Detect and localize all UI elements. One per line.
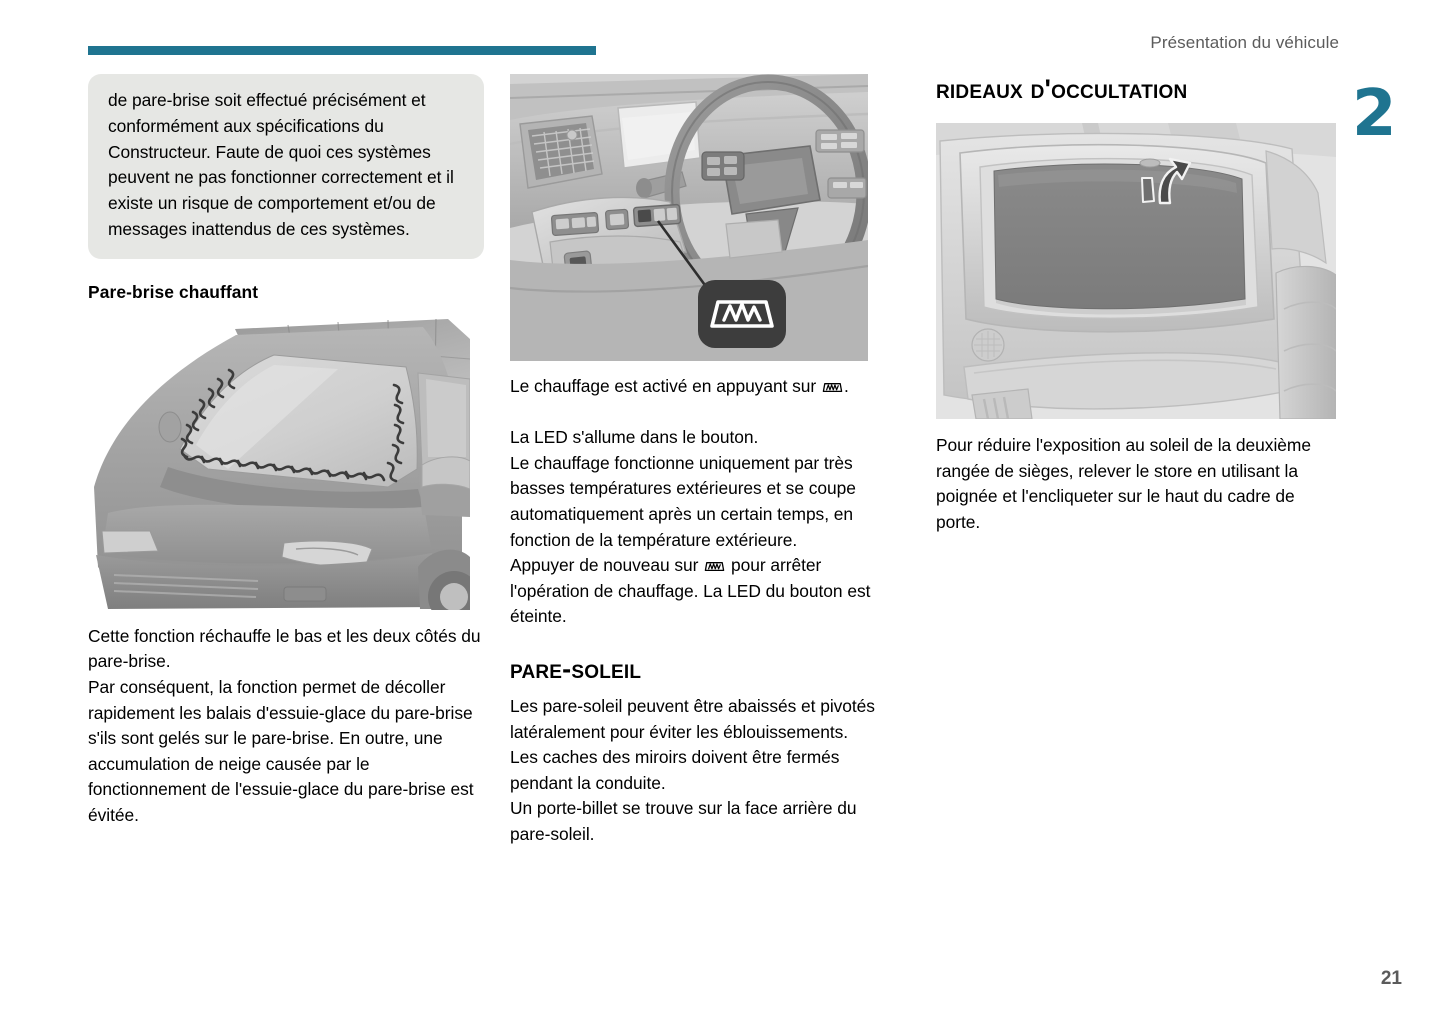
paragraph-sun-visors-3: Un porte-billet se trouve sur la face arrière du pare-soleil. (510, 798, 857, 844)
column-middle (510, 74, 900, 848)
paragraph-activate-heating (510, 374, 900, 400)
stop-heating-text-before: Appuyer de nouveau sur (510, 555, 704, 576)
paragraph-sun-visors-2: Les caches des miroirs doivent être fermés pendant la conduite. (510, 747, 840, 793)
figure-door-blind (936, 123, 1336, 419)
stop-heating-text-after: pour arrêter l'opération de chauffage. La LED du bouton est éteinte. (510, 555, 871, 627)
paragraph-heated-windscreen-2: Par conséquent, la fonction permet de décoller rapidement les balais d'essuie-glace du pare-brise s'ils sont gelés sur le pare-brise. En outre, une accumulation de neige causée par le fonctionnement de l'essuie-glace du pare-brise est évitée. (88, 676, 474, 825)
windscreen-defrost-icon (704, 559, 725, 573)
activate-heating-text-before: Le chauffage est activé en appuyant sur (510, 376, 821, 396)
windscreen-defrost-icon (822, 380, 843, 394)
warning-callout-box (88, 74, 484, 259)
chapter-number: 2 (1352, 77, 1397, 151)
paragraph-blinds: Pour réduire l'exposition au soleil de la deuxième rangée de sièges, relever le store en utilisant la poignée et l'encliqueter sur le haut du cadre de porte. (936, 435, 1311, 532)
section-title-blinds: rideaux d'occultation (936, 74, 1188, 104)
activate-heating-text-after: . (843, 376, 849, 396)
figure-heated-windscreen (88, 317, 470, 610)
paragraph-heating-conditions: Le chauffage fonctionne uniquement par très basses températures extérieures et se coupe automatiquement après un certain temps, en fonction de la température extérieure. (510, 452, 856, 550)
paragraph-sun-visors-1: Les pare-soleil peuvent être abaissés et pivotés latéralement pour éviter les éblouissements. (510, 695, 875, 742)
warning-callout-text: de pare-brise soit effectué précisément et conformément aux spécifications du Constructeur. Faute de quoi ces systèmes peuvent ne pas fonctionner correctement et il existe un risque de comportement et/ou de messages inattendus de ces systèmes. (108, 90, 454, 239)
paragraph-heated-windscreen-1: Cette fonction réchauffe le bas et les deux côtés du pare-brise. (88, 625, 481, 672)
paragraph-stop-heating (510, 553, 900, 630)
figure-dashboard-defrost-button (510, 74, 868, 361)
paragraph-led-on: La LED s'allume dans le bouton. (510, 427, 759, 448)
column-left (88, 74, 484, 829)
column-right (936, 74, 1336, 535)
header-accent-rule (88, 46, 596, 55)
page-number: 21 (1380, 968, 1402, 989)
subheading-heated-windscreen: Pare-brise chauffant (88, 281, 259, 302)
page-header-title: Présentation du véhicule (1150, 33, 1339, 52)
section-title-sun-visors: pare-soleil (510, 653, 642, 684)
